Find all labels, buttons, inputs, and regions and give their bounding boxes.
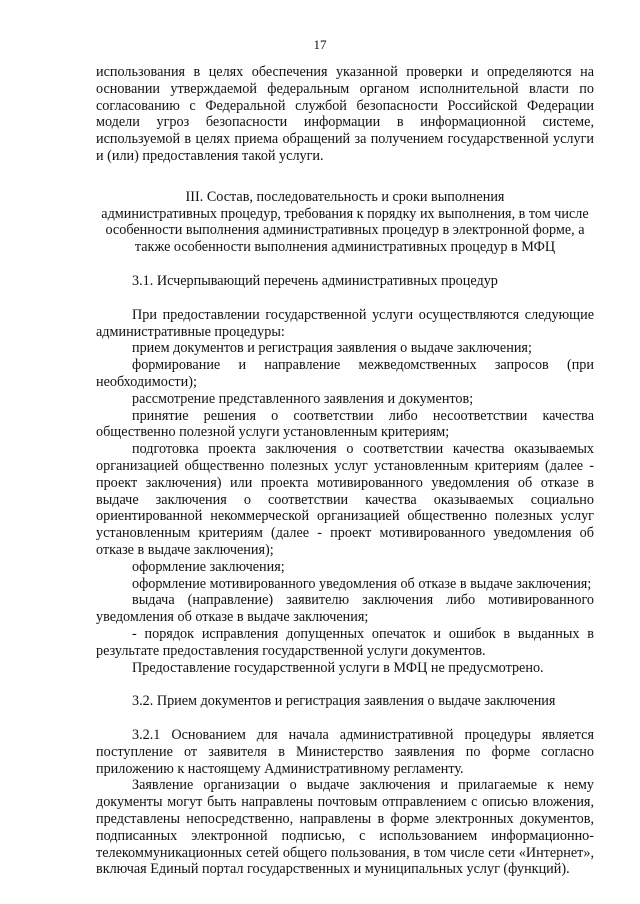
paragraph: При предоставлении государственной услуги осуществляются следующие административные процедуры: [96, 306, 594, 340]
section-title [96, 189, 594, 256]
list-item: формирование и направление межведомственных запросов (при необходимости); [96, 357, 594, 390]
subsection-3-1-body [96, 307, 594, 677]
paragraph-continuation: использования в целях обеспечения указанной проверки и определяются на основании утверждаемой федеральным органом исполнительной власти по согласованию с Федеральной службой безопасности Российской Федерации модели угроз безопасности информации в информационной системе, используемой в целях приема обращений за получением государственной услуги и (или) предоставления такой услуги. [96, 64, 594, 164]
list-item: рассмотрение представленного заявления и документов; [132, 390, 474, 407]
paragraph: Предоставление государственной услуги в МФЦ не предусмотрено. [132, 659, 544, 676]
list-item: подготовка проекта заключения о соответствии качества оказываемых организацией общественно полезных услуг установленным критериям (далее - проект заключения) или проекта мотивированного уведомления об отказе в выдаче заключения о соответствии качества оказываемых социально ориентированной некоммерческой организацией общественно полезных услуг установленным критериям (далее - проект мотивированного уведомления об отказе в выдаче заключения); [96, 441, 594, 558]
section-title-line: III. Состав, последовательность и сроки выполнения [185, 188, 505, 205]
subsection-heading-3-2: 3.2. Прием документов и регистрация заявления о выдаче заключения [132, 693, 556, 710]
list-item: - порядок исправления допущенных опечаток и ошибок в выданных в результате предоставления государственной услуги документов. [96, 625, 594, 659]
section-title-line: особенности выполнения административных процедур в электронной форме, а [105, 222, 585, 239]
list-item: оформление заключения; [132, 558, 285, 575]
list-item: прием документов и регистрация заявления о выдаче заключения; [132, 340, 532, 357]
list-item: выдача (направление) заявителю заключения либо мотивированного уведомления об отказе в выдаче заключения; [96, 592, 594, 626]
paragraph: Заявление организации о выдаче заключения и прилагаемые к нему документы могут быть направлены почтовым отправлением с описью вложения, представлены непосредственно, направлены в форме электронных документов, подписанных электронной подписью, с использованием информационно-телекоммуникационных сетей общего пользования, в том числе сети «Интернет», включая Единый портал государственных и муниципальных услуг (функций). [96, 777, 594, 878]
section-title-line: также особенности выполнения административных процедур в МФЦ [134, 239, 556, 256]
page-number: 17 [313, 37, 327, 52]
paragraph: 3.2.1 Основанием для начала административной процедуры является поступление от заявителя в Министерство заявления по форме согласно приложению к настоящему Административному регламенту. [96, 727, 594, 777]
list-item: принятие решения о соответствии либо несоответствии качества общественно полезной услуги установленным критериям; [96, 407, 594, 441]
subsection-heading-3-1: 3.1. Исчерпывающий перечень административных процедур [132, 272, 498, 289]
section-title-line: административных процедур, требования к порядку их выполнения, в том числе [101, 205, 589, 222]
list-item: оформление мотивированного уведомления об отказе в выдаче заключения; [132, 575, 592, 592]
subsection-3-2-body [96, 727, 594, 878]
document-body [96, 64, 594, 878]
